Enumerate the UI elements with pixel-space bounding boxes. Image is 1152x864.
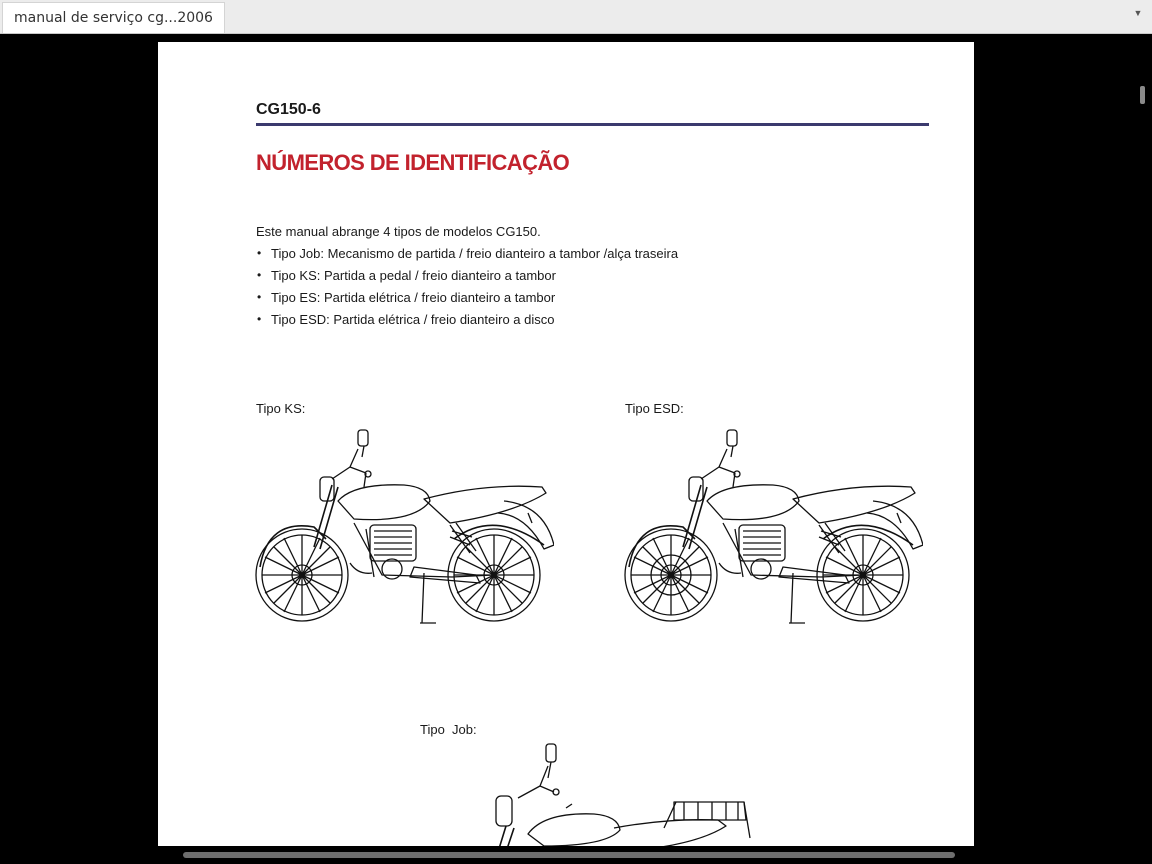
figure-caption-job: Tipo Job:: [420, 722, 477, 737]
bullet-icon: •: [257, 312, 262, 326]
list-item-text: Tipo ESD: Partida elétrica / freio dianteiro a disco: [271, 312, 555, 327]
list-item: [256, 268, 678, 290]
bullet-icon: •: [257, 246, 262, 260]
bullet-icon: •: [257, 268, 262, 282]
pdf-viewer[interactable]: [0, 34, 1152, 864]
list-item-text: Tipo Job: Mecanismo de partida / freio dianteiro a tambor /alça traseira: [271, 246, 679, 261]
list-item: [256, 312, 678, 334]
motorcycle-job-illustration: [488, 742, 758, 846]
list-item: [256, 246, 678, 268]
document-page: [158, 42, 974, 846]
document-tab-title: manual de serviço cg...2006: [14, 10, 213, 26]
list-item-text: Tipo KS: Partida a pedal / freio dianteiro a tambor: [271, 268, 556, 283]
bullet-icon: •: [257, 290, 262, 304]
model-header: CG150-6: [256, 101, 321, 118]
horizontal-scrollbar[interactable]: [183, 852, 955, 858]
tab-bar: [0, 0, 1152, 34]
list-item: [256, 290, 678, 312]
list-item-text: Tipo ES: Partida elétrica / freio dianteiro a tambor: [271, 290, 556, 305]
figure-caption-ks: Tipo KS:: [256, 401, 306, 416]
document-tab[interactable]: [2, 2, 225, 33]
motorcycle-ks-illustration: [254, 427, 554, 632]
model-list: [256, 246, 678, 334]
vertical-scrollbar[interactable]: [1140, 86, 1145, 104]
motorcycle-esd-illustration: [623, 427, 923, 632]
figure-caption-esd: Tipo ESD:: [625, 401, 684, 416]
header-rule: [256, 123, 929, 126]
intro-text: Este manual abrange 4 tipos de modelos CG150.: [256, 224, 541, 239]
page-title: NÚMEROS DE IDENTIFICAÇÃO: [256, 150, 570, 175]
tab-list-dropdown-icon[interactable]: ▼: [1133, 8, 1143, 18]
